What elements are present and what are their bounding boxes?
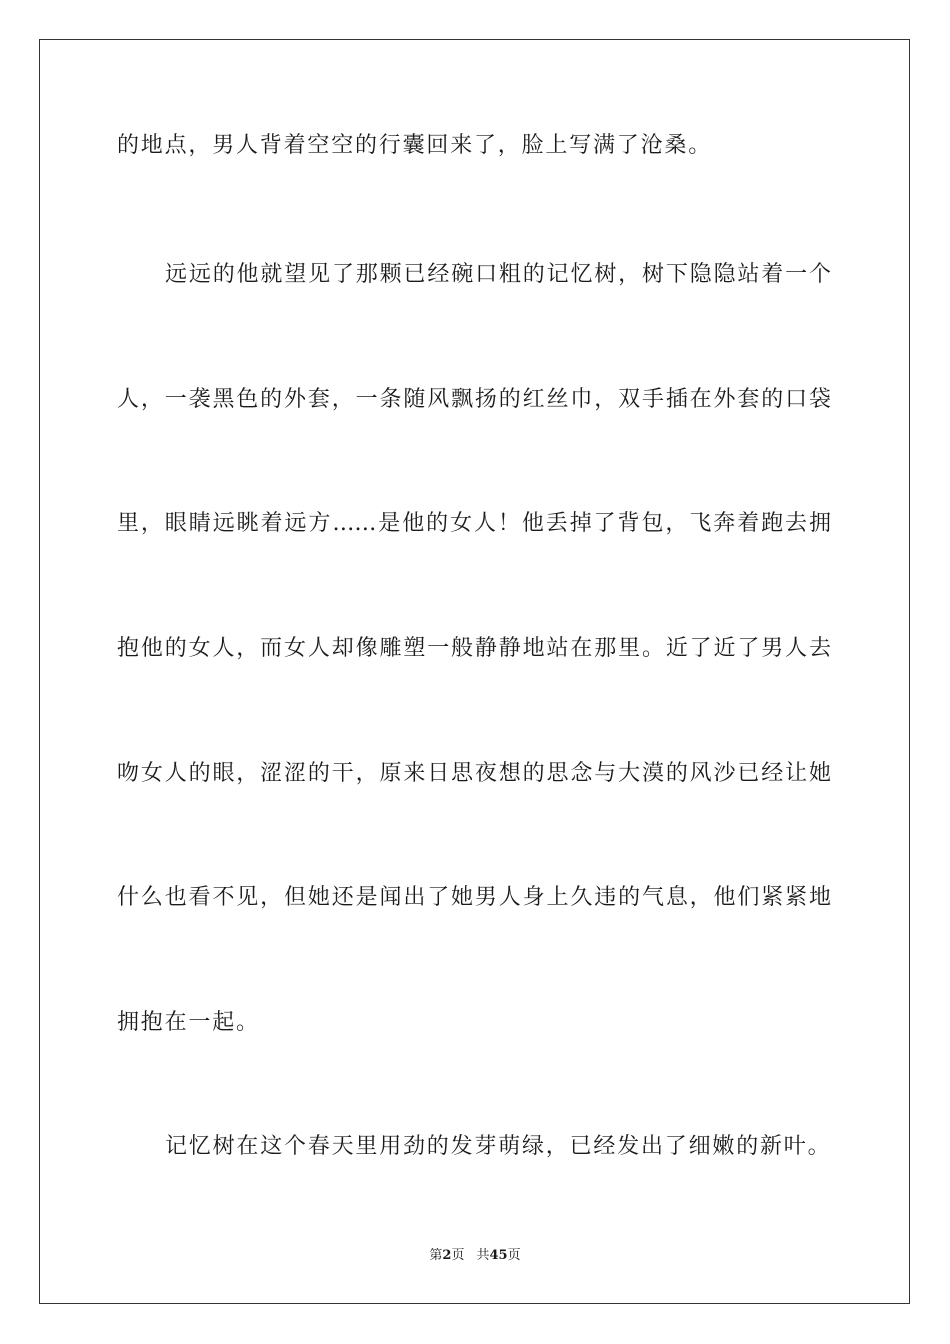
text-line-9: 记忆树在这个春天里用劲的发芽萌绿，已经发出了细嫩的新叶。 bbox=[165, 1134, 832, 1159]
text-line-8: 拥抱在一起。 bbox=[117, 1010, 260, 1035]
page-footer bbox=[0, 1246, 950, 1266]
text-line-7: 什么也看不见，但她还是闻出了她男人身上久违的气息，他们紧紧地 bbox=[117, 885, 831, 910]
text-line-5: 抱他的女人，而女人却像雕塑一般静静地站在那里。近了近了男人去 bbox=[117, 636, 831, 661]
page-number: 2 bbox=[442, 1248, 452, 1263]
page-frame bbox=[39, 39, 910, 1304]
text-line-3: 人，一袭黑色的外套，一条随风飘扬的红丝巾，双手插在外套的口袋 bbox=[117, 387, 831, 412]
page-prefix: 第 bbox=[429, 1248, 443, 1263]
text-line-6: 吻女人的眼，涩涩的干，原来日思夜想的思念与大漠的风沙已经让她 bbox=[117, 761, 831, 786]
text-line-2: 远远的他就望见了那颗已经碗口粗的记忆树，树下隐隐站着一个 bbox=[165, 262, 831, 287]
text-line-4: 里，眼睛远眺着远方……是他的女人！他丢掉了背包，飞奔着跑去拥 bbox=[117, 511, 831, 536]
total-suffix: 页 bbox=[507, 1248, 521, 1263]
total-prefix: 共 bbox=[476, 1248, 490, 1263]
text-line-1: 的地点，男人背着空空的行囊回来了，脸上写满了沧桑。 bbox=[117, 133, 713, 158]
total-pages: 45 bbox=[489, 1248, 508, 1263]
page-suffix: 页 bbox=[451, 1248, 465, 1263]
